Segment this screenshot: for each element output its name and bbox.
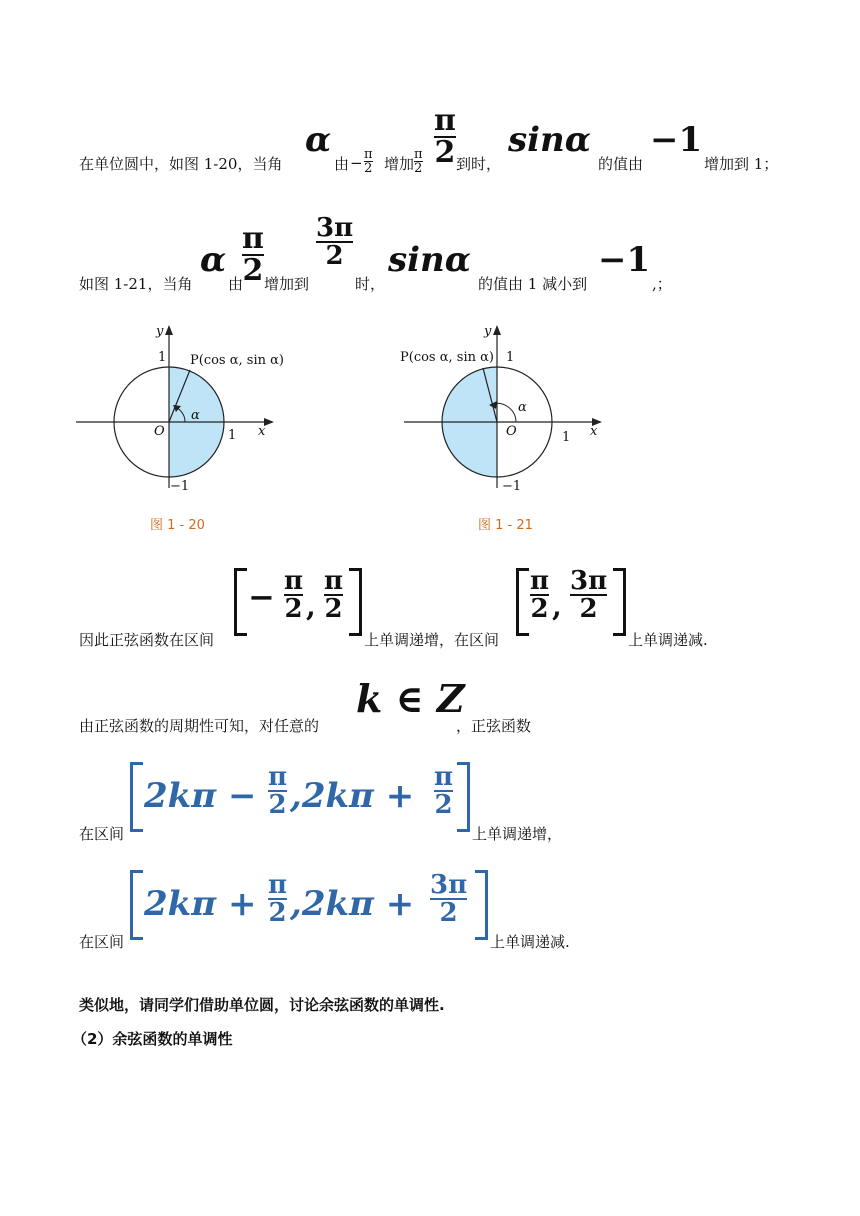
math-term: ,2kπ +: [290, 776, 415, 816]
interval-increasing: [130, 762, 470, 832]
text-segment: 的值由 1 减小到: [478, 275, 588, 293]
origin-label: O: [506, 424, 517, 439]
math-fraction-pi-over-2: π 2: [268, 762, 288, 820]
math-fraction-pi-over-2: π 2: [434, 762, 454, 820]
section-heading: （2）余弦函数的单调性: [72, 1030, 233, 1048]
math-term: ,2kπ +: [290, 884, 415, 924]
one-top-label: 1: [158, 350, 167, 365]
math-alpha: α: [305, 120, 332, 160]
math-comma: ,: [306, 590, 316, 623]
math-fraction-pi-over-2-large: π 2: [434, 103, 456, 170]
interval-decreasing: [130, 870, 488, 940]
text-segment: ，正弦函数: [456, 717, 532, 735]
text-segment: 由正弦函数的周期性可知，对任意的: [79, 717, 320, 735]
neg-one-label: −1: [502, 479, 522, 494]
figure-1-20: [70, 318, 290, 538]
text-segment: 上单调递减.: [490, 933, 570, 951]
x-axis-arrow-icon: [264, 418, 274, 426]
text-segment: 在区间: [79, 825, 125, 843]
section-prompt: 类似地，请同学们借助单位圆，讨论余弦函数的单调性.: [79, 996, 445, 1014]
one-top-label: 1: [506, 350, 515, 365]
math-fraction-pi-over-2-large: π 2: [242, 221, 264, 288]
origin-label: O: [154, 424, 165, 439]
text-segment: 在区间: [79, 933, 125, 951]
math-sin-alpha: sinα: [388, 240, 471, 280]
math-fraction-3pi-over-2: 3π 2: [570, 566, 608, 624]
alpha-label: α: [518, 400, 527, 415]
math-minus: −: [350, 154, 363, 172]
text-segment: 由: [334, 155, 350, 173]
figure-caption: 图 1 - 20: [150, 518, 205, 533]
text-segment: 因此正弦函数在区间: [79, 631, 215, 649]
y-label: y: [156, 324, 164, 339]
math-fraction-3pi-over-2-large: 3π 2: [316, 213, 354, 271]
math-neg-one: −1: [598, 240, 651, 280]
math-fraction-pi-over-2: π 2: [268, 870, 288, 928]
neg-one-label: −1: [170, 479, 190, 494]
x-label: x: [258, 424, 266, 439]
interval-neg-pi2-pi2: [234, 568, 362, 636]
text-segment: 上单调递减.: [628, 631, 708, 649]
y-axis-arrow-icon: [493, 325, 501, 335]
text-segment: 如图 1-21，当角: [79, 275, 193, 293]
math-k-in-z: k ∈ Z: [356, 676, 465, 721]
math-fraction-pi-over-2: π 2: [284, 566, 304, 624]
math-sin-alpha: sinα: [508, 120, 591, 160]
interval-pi2-3pi2: [516, 568, 626, 636]
one-right-label: 1: [562, 430, 571, 445]
math-fraction-pi-over-2: π 2: [364, 147, 373, 176]
unit-circle-figure: [70, 318, 290, 538]
point-label: P(cos α, sin α): [400, 350, 494, 365]
figure-1-21: [398, 318, 618, 538]
figure-caption: 图 1 - 21: [478, 518, 533, 533]
x-label: x: [590, 424, 598, 439]
point-label: P(cos α, sin α): [190, 353, 284, 368]
text-segment: 上单调递增，: [472, 825, 563, 843]
math-neg-one: −1: [650, 120, 703, 160]
math-minus: −: [248, 578, 275, 616]
math-term: 2kπ −: [144, 776, 257, 816]
math-fraction-pi-over-2: π 2: [414, 147, 423, 176]
text-segment: 时，: [355, 275, 386, 293]
text-segment: 的值由: [598, 155, 644, 173]
math-comma: ,: [552, 590, 562, 623]
y-label: y: [484, 324, 492, 339]
math-term: 2kπ +: [144, 884, 257, 924]
text-segment: 在单位圆中，如图 1-20，当角: [79, 155, 283, 173]
alpha-label: α: [191, 408, 200, 423]
text-segment: 增加到: [264, 275, 310, 293]
text-segment: 由: [228, 275, 244, 293]
math-alpha: α: [200, 240, 227, 280]
math-fraction-pi-over-2: π 2: [530, 566, 550, 624]
y-axis-arrow-icon: [165, 325, 173, 335]
text-segment: 增加: [384, 155, 415, 173]
math-fraction-3pi-over-2: 3π 2: [430, 870, 468, 928]
math-fraction-pi-over-2: π 2: [324, 566, 344, 624]
text-segment: 增加到 1；: [704, 155, 779, 173]
text-segment: 上单调递增，在区间: [364, 631, 500, 649]
text-segment: ,；: [652, 275, 672, 293]
one-right-label: 1: [228, 428, 237, 443]
text-segment: 到时，: [456, 155, 502, 173]
